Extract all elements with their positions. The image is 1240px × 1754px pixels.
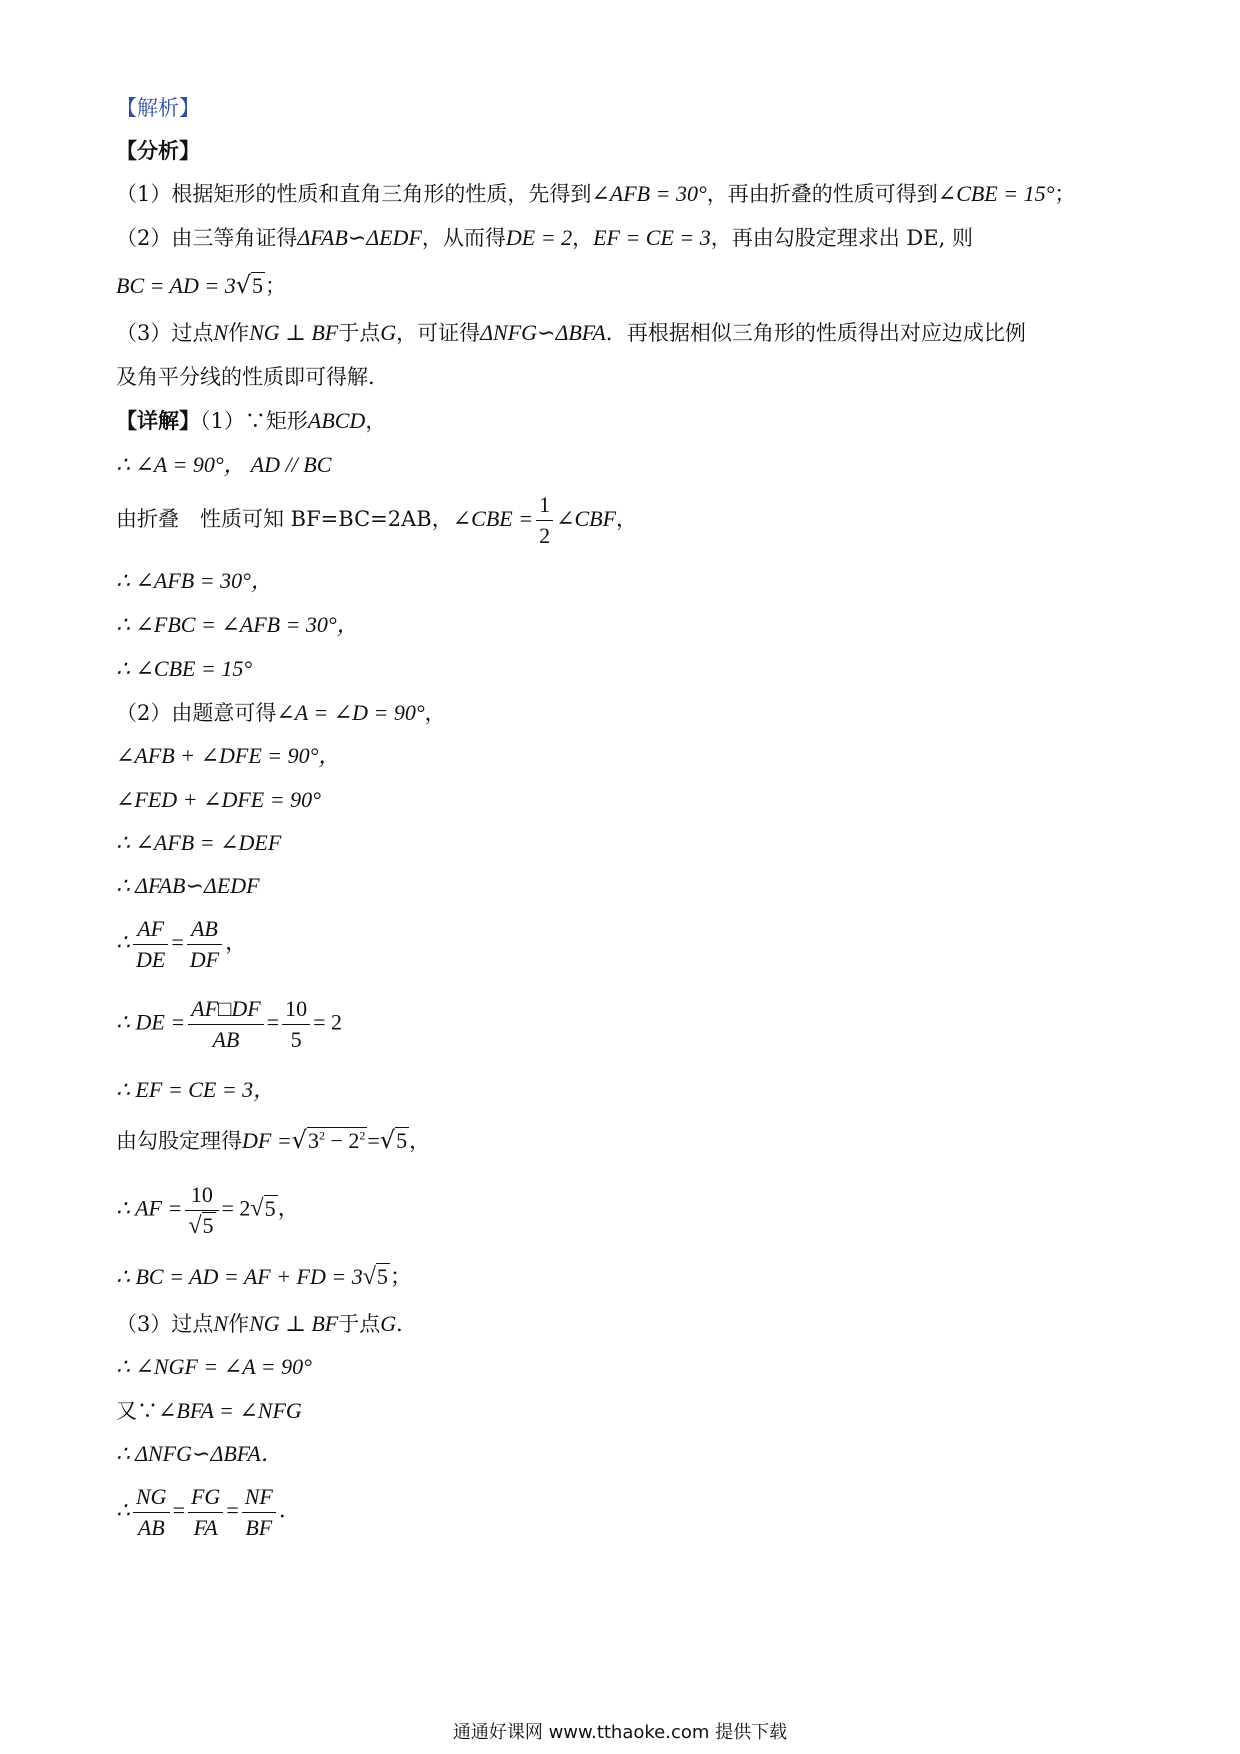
detail-text: （2）由题意可得 [116,701,277,725]
analysis-part2-line2: BC = AD = 3√5； [116,271,287,299]
detail-line-8: ∠AFB + ∠DFE = 90°， [116,743,341,768]
detail-line-18 [116,1309,417,1339]
sqrt-radicand: 5 [396,1128,408,1153]
analysis-part3 [116,318,1026,348]
xiangjie-heading: 【详解】 [116,408,200,433]
sqrt-radicand: 5 [264,1195,276,1221]
math-expr: ABCD [307,408,366,433]
detail-line-2: ∴ ∠A = 90°， AD // BC [116,452,332,477]
math-expr: EF = CE = 3 [593,225,711,250]
detail-line-19: ∴ ∠NGF = ∠A = 90° [116,1354,312,1379]
detail-line-9: ∠FED + ∠DFE = 90° [116,787,321,812]
detail-line-10: ∴ ∠AFB = ∠DEF [116,830,282,855]
punct: ， [225,929,248,955]
detail-line-21: ∴ ΔNFG∽ΔBFA． [116,1441,283,1466]
fraction-ten-sqrt5: $\frac{10}{√5}$ [185,1180,218,1241]
analysis-part1 [116,179,1075,209]
fraction-ab-df: $\frac{AB}{DF}$ [187,914,222,975]
equals: = [172,1497,185,1523]
analysis-text: ，再由勾股定理求出 DE, 则 [710,226,973,250]
detail-line-13 [116,994,342,1055]
jiexi-heading: 【解析】 [116,96,200,120]
page-footer: 通通好课网 www.tthaoke.com 提供下载 [452,1722,788,1743]
detail-text: 由勾股定理得 [116,1129,242,1153]
math-expr: ∠A = ∠D = 90° [276,700,425,725]
math-expr: DF = [242,1128,292,1153]
detail-line-12 [116,914,247,975]
detail-text: 又∵ [116,1399,158,1423]
math-expr: NG ⊥ BF [249,1311,339,1336]
sqrt-radicand: 5 [252,273,264,298]
math-expr: ∴ AF = [116,1195,183,1221]
detail-line-16: ∴ AF = $\frac{10}{√5}$ = 2√5， [116,1182,300,1239]
detail-line-22 [116,1482,301,1543]
math-expr: ∠AFB = 30° [591,181,707,206]
math-expr: ∠CBE = [452,506,534,531]
analysis-text: （3）过点 [116,321,214,345]
math-expr: ∠BFA = ∠NFG [158,1398,302,1423]
fraction-product: $\frac{AF□DF}{AB}$ [188,994,264,1055]
punct: ； [389,1264,412,1289]
fenxi-heading: 【分析】 [116,138,200,163]
punct: ； [265,274,287,298]
equals: = [226,1497,239,1523]
math-expr: ∠CBE = 15° [937,181,1055,206]
equals: = [266,1009,280,1035]
math-expr: = 2 [313,1009,343,1035]
punct: ， [277,1195,300,1221]
analysis-text: 于点 [338,321,381,345]
therefore-symbol: ∴ [116,1497,130,1523]
detail-text: （3）过点 [116,1312,214,1336]
detail-line-17: ∴ BC = AD = AF + FD = 3√5； [116,1264,412,1290]
detail-line-3 [116,490,637,551]
fraction-half: $\frac{1}{2}$ [536,490,553,551]
punct: ， [424,701,446,725]
punct: ； [1054,182,1076,206]
detail-line-20 [116,1396,302,1426]
math-expr: ΔNFG∽ΔBFA [480,320,606,345]
therefore-symbol: ∴ [116,929,130,955]
detail-line-5: ∴ ∠FBC = ∠AFB = 30°， [116,612,359,637]
equals: = [367,1128,380,1153]
detail-line-7 [116,698,446,728]
detail-text: 于点 [338,1312,381,1336]
detail-line-4: ∴ ∠AFB = 30°， [116,568,273,593]
detail-line-11: ∴ ΔFAB∽ΔEDF [116,873,260,898]
detail-text: （1）∵矩形 [200,409,308,433]
analysis-text: ，从而得 [421,226,506,250]
detail-text: 作 [228,1312,250,1336]
punct: ． [396,1312,418,1336]
fraction-ten-five: $\frac{10}{5}$ [282,994,310,1055]
equals: = [171,929,184,955]
analysis-text: ，再由折叠的性质可得到 [706,182,938,206]
detail-text: 由折叠 性质可知 BF=BC=2AB， [116,507,453,531]
fraction-ng-ab: $\frac{NG}{AB}$ [133,1482,170,1543]
detail-line-6: ∴ ∠CBE = 15° [116,656,253,681]
detail-line-15: 由勾股定理得DF $=√3^2 - 2^2=√5$， [116,1126,431,1154]
math-expr: NG ⊥ BF [249,320,339,345]
math-expr: G [380,320,397,345]
analysis-part2 [116,223,973,253]
detail-line-14: ∴ EF = CE = 3， [116,1077,276,1102]
analysis-text: ．再根据相似三角形的性质得出对应边成比例 [605,321,1026,345]
sqrt-expression: $3^2 - 2^2$ [307,1128,366,1153]
sqrt-radicand: 5 [376,1264,388,1289]
math-expr: ΔFAB∽ΔEDF [297,225,422,250]
math-expr: = 2 [221,1195,251,1221]
punct: ， [572,226,594,250]
fraction-af-de: $\frac{AF}{DE}$ [133,914,168,975]
math-expr: N [213,320,229,345]
punct: ， [409,1129,431,1153]
punct: ， [616,507,638,531]
math-expr: G [380,1311,397,1336]
math-expr: ∠CBF [556,506,617,531]
detail-line-1 [116,406,386,436]
math-expr: ∴ DE = [116,1009,186,1035]
fraction-fg-fa: $\frac{FG}{FA}$ [188,1482,223,1543]
math-expr: N [213,1311,229,1336]
math-expr: DE = 2 [505,225,573,250]
punct: ， [365,409,387,433]
analysis-text: ，可证得 [396,321,481,345]
analysis-text: （2）由三等角证得 [116,226,298,250]
analysis-text: 作 [228,321,250,345]
analysis-text: （1）根据矩形的性质和直角三角形的性质，先得到 [116,182,592,206]
punct: ． [278,1497,301,1523]
math-expr: ∴ BC = AD = AF + FD = 3 [116,1264,363,1289]
analysis-part3-line2: 及角平分线的性质即可得解． [116,365,389,389]
fraction-nf-bf: $\frac{NF}{BF}$ [242,1482,276,1543]
math-expr: BC = AD = 3 [116,273,236,298]
